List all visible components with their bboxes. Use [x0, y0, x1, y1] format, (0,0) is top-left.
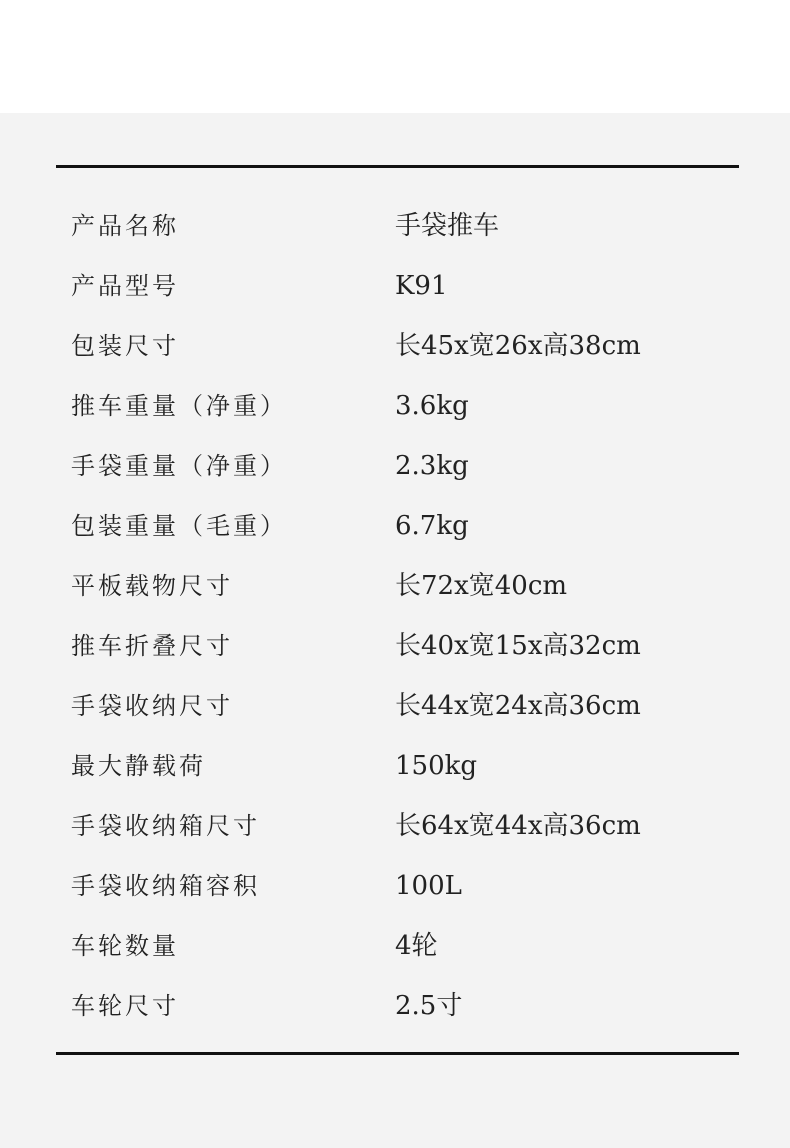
spec-row-bag-storage-size: [0, 678, 790, 738]
spec-label: 推车折叠尺寸: [71, 632, 233, 660]
spec-label: 手袋收纳箱尺寸: [71, 812, 260, 840]
spec-row-package-size: [0, 318, 790, 378]
spec-value: 4轮: [395, 931, 438, 961]
table-bottom-rule: [56, 1052, 739, 1055]
spec-row-wheel-size: [0, 978, 790, 1038]
spec-row-cart-weight: [0, 378, 790, 438]
spec-value: 100L: [395, 871, 462, 901]
spec-value: 手袋推车: [395, 211, 500, 241]
spec-label: 包装尺寸: [71, 332, 179, 360]
spec-value: 2.5寸: [395, 991, 463, 1021]
spec-label: 推车重量（净重）: [71, 392, 287, 420]
spec-value: 长72x宽40cm: [395, 571, 568, 601]
top-blank-band: [0, 0, 790, 113]
spec-row-platform-size: [0, 558, 790, 618]
spec-label: 手袋收纳箱容积: [71, 872, 260, 900]
spec-value: 长64x宽44x高36cm: [395, 811, 641, 841]
spec-value: 3.6kg: [395, 391, 469, 421]
spec-value: K91: [395, 271, 448, 301]
spec-row-product-name: [0, 198, 790, 258]
spec-label: 产品名称: [71, 212, 179, 240]
spec-row-storage-box-size: [0, 798, 790, 858]
spec-label: 包装重量（毛重）: [71, 512, 287, 540]
spec-value: 150kg: [395, 751, 478, 781]
spec-row-package-weight: [0, 498, 790, 558]
spec-label: 手袋重量（净重）: [71, 452, 287, 480]
spec-value: 2.3kg: [395, 451, 469, 481]
spec-label: 平板载物尺寸: [71, 572, 233, 600]
spec-label: 最大静载荷: [71, 752, 206, 780]
spec-label: 产品型号: [71, 272, 179, 300]
spec-table: [0, 198, 790, 1038]
spec-label: 手袋收纳尺寸: [71, 692, 233, 720]
spec-row-bag-weight: [0, 438, 790, 498]
spec-row-storage-box-volume: [0, 858, 790, 918]
spec-row-wheel-count: [0, 918, 790, 978]
spec-value: 长44x宽24x高36cm: [395, 691, 641, 721]
spec-row-max-static-load: [0, 738, 790, 798]
spec-row-product-model: [0, 258, 790, 318]
spec-label: 车轮尺寸: [71, 992, 179, 1020]
spec-value: 6.7kg: [395, 511, 469, 541]
spec-value: 长40x宽15x高32cm: [395, 631, 641, 661]
spec-value: 长45x宽26x高38cm: [395, 331, 641, 361]
table-top-rule: [56, 165, 739, 168]
spec-row-folded-size: [0, 618, 790, 678]
spec-label: 车轮数量: [71, 932, 179, 960]
